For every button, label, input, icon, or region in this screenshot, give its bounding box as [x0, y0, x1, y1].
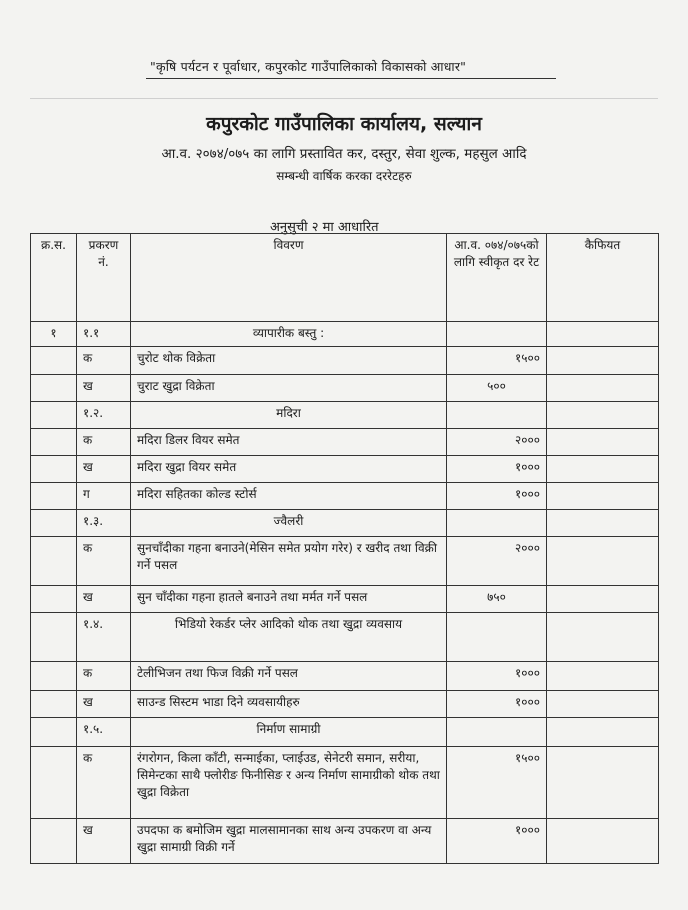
row-section-number: क	[77, 662, 131, 691]
row-remarks	[547, 718, 659, 747]
row-section-number: ख	[77, 819, 131, 864]
row-serial-number	[31, 662, 77, 691]
row-section-number: ख	[77, 586, 131, 613]
row-description: चुराट खुद्रा विक्रेता	[131, 375, 447, 402]
row-rate	[447, 402, 547, 429]
table-row	[31, 456, 659, 483]
table-row	[31, 819, 659, 864]
row-description: रंगरोगन, किला काँटी, सन्माईका, प्लाईउड, सेनेटरी समान, सरीया, सिमेन्टका साथै फ्लोरीङ फिनीसिङ र अन्य निर्माण सामाग्रीको थोक तथा खुद्रा विक्रेता	[131, 747, 447, 819]
row-description: मदिरा	[131, 402, 447, 429]
row-section-number: क	[77, 347, 131, 375]
row-rate	[447, 718, 547, 747]
row-remarks	[547, 613, 659, 662]
row-section-number: क	[77, 537, 131, 586]
document-subtitle-2: सम्बन्धी वार्षिक करका दररेटहरु	[276, 169, 412, 183]
row-description: उपदफा क बमोजिम खुद्रा मालसामानका साथ अन्य उपकरण वा अन्य खुद्रा सामाग्री विक्री गर्ने	[131, 819, 447, 864]
motto-text: "कृषि पर्यटन र पूर्वाधार, कपुरकोट गाउँपालिकाको विकासको आधार"	[150, 59, 467, 74]
table-section-heading-row	[31, 613, 659, 662]
row-description: मदिरा सहितका कोल्ड स्टोर्स	[131, 483, 447, 510]
row-description: चुरोट थोक विक्रेता	[131, 347, 447, 375]
row-remarks	[547, 402, 659, 429]
row-section-number: १.३.	[77, 510, 131, 537]
row-remarks	[547, 375, 659, 402]
row-rate: १०००	[447, 819, 547, 864]
row-description: भिडियो रेकर्डर प्लेर आदिको थोक तथा खुद्रा व्यवसाय	[131, 613, 447, 662]
row-description: व्यापारीक बस्तु :	[131, 322, 447, 347]
row-section-number: १.१	[77, 322, 131, 347]
row-section-number: ख	[77, 456, 131, 483]
table-header-row	[31, 234, 659, 322]
row-serial-number	[31, 718, 77, 747]
row-remarks	[547, 456, 659, 483]
row-remarks	[547, 662, 659, 691]
row-description: मदिरा खुद्रा वियर समेत	[131, 456, 447, 483]
header-section-number: प्रकरण नं.	[77, 234, 131, 322]
row-remarks	[547, 747, 659, 819]
table-row	[31, 429, 659, 456]
row-serial-number	[31, 586, 77, 613]
annex-reference: अनुसुची २ मा आधारित	[270, 220, 379, 235]
row-serial-number	[31, 510, 77, 537]
row-serial-number	[31, 375, 77, 402]
table-row	[31, 691, 659, 718]
office-title: कपुरकोट गाउँपालिका कार्यालय, सल्यान	[206, 113, 482, 135]
row-section-number: १.२.	[77, 402, 131, 429]
row-rate: १०००	[447, 483, 547, 510]
row-description: निर्माण सामाग्री	[131, 718, 447, 747]
row-rate	[447, 322, 547, 347]
row-description: टेलीभिजन तथा फिज विक्री गर्ने पसल	[131, 662, 447, 691]
table-section-heading-row	[31, 510, 659, 537]
row-remarks	[547, 586, 659, 613]
table-section-heading-row	[31, 322, 659, 347]
table-row	[31, 537, 659, 586]
row-rate: १५००	[447, 347, 547, 375]
row-remarks	[547, 347, 659, 375]
row-remarks	[547, 322, 659, 347]
table-section-heading-row	[31, 402, 659, 429]
row-rate: ७५०	[447, 586, 547, 613]
header-approved-rate: आ.व. ०७४/०७५को लागि स्वीकृत दर रेट	[447, 234, 547, 322]
row-section-number: ख	[77, 375, 131, 402]
bleed-through-rule	[30, 98, 658, 99]
table-row	[31, 662, 659, 691]
rates-table	[30, 233, 659, 864]
row-serial-number	[31, 613, 77, 662]
row-serial-number: १	[31, 322, 77, 347]
motto-underline	[146, 78, 556, 79]
table-section-heading-row	[31, 718, 659, 747]
row-serial-number	[31, 691, 77, 718]
row-remarks	[547, 691, 659, 718]
row-remarks	[547, 483, 659, 510]
table-body	[31, 322, 659, 864]
row-remarks	[547, 819, 659, 864]
table-row	[31, 483, 659, 510]
table-row	[31, 747, 659, 819]
header-remarks: कैफियत	[547, 234, 659, 322]
row-description: साउन्ड सिस्टम भाडा दिने व्यवसायीहरु	[131, 691, 447, 718]
row-rate: १०००	[447, 662, 547, 691]
row-serial-number	[31, 456, 77, 483]
row-rate: १०००	[447, 456, 547, 483]
table-row	[31, 586, 659, 613]
row-description: मदिरा डिलर वियर समेत	[131, 429, 447, 456]
row-section-number: १.४.	[77, 613, 131, 662]
row-remarks	[547, 537, 659, 586]
row-serial-number	[31, 747, 77, 819]
row-serial-number	[31, 819, 77, 864]
row-section-number: क	[77, 747, 131, 819]
row-rate: २०००	[447, 429, 547, 456]
header-serial-number: क्र.स.	[31, 234, 77, 322]
row-description: ज्वैलरी	[131, 510, 447, 537]
row-rate: २०००	[447, 537, 547, 586]
row-serial-number	[31, 483, 77, 510]
row-description: सुनचाँदीका गहना बनाउने(मेसिन समेत प्रयोग गरेर) र खरीद तथा विक्री गर्ने पसल	[131, 537, 447, 586]
row-serial-number	[31, 402, 77, 429]
row-serial-number	[31, 347, 77, 375]
row-rate	[447, 613, 547, 662]
row-section-number: १.५.	[77, 718, 131, 747]
table-row	[31, 347, 659, 375]
row-rate	[447, 510, 547, 537]
table-row	[31, 375, 659, 402]
row-rate: १५००	[447, 747, 547, 819]
row-rate: १०००	[447, 691, 547, 718]
row-serial-number	[31, 429, 77, 456]
row-section-number: क	[77, 429, 131, 456]
row-section-number: ग	[77, 483, 131, 510]
row-rate: ५००	[447, 375, 547, 402]
row-section-number: ख	[77, 691, 131, 718]
document-subtitle: आ.व. २०७४/०७५ का लागि प्रस्तावित कर, दस्तुर, सेवा शुल्क, महसुल आदि	[161, 146, 527, 162]
row-remarks	[547, 510, 659, 537]
row-remarks	[547, 429, 659, 456]
header-description: विवरण	[131, 234, 447, 322]
row-description: सुन चाँदीका गहना हातले बनाउने तथा मर्मत गर्ने पसल	[131, 586, 447, 613]
row-serial-number	[31, 537, 77, 586]
